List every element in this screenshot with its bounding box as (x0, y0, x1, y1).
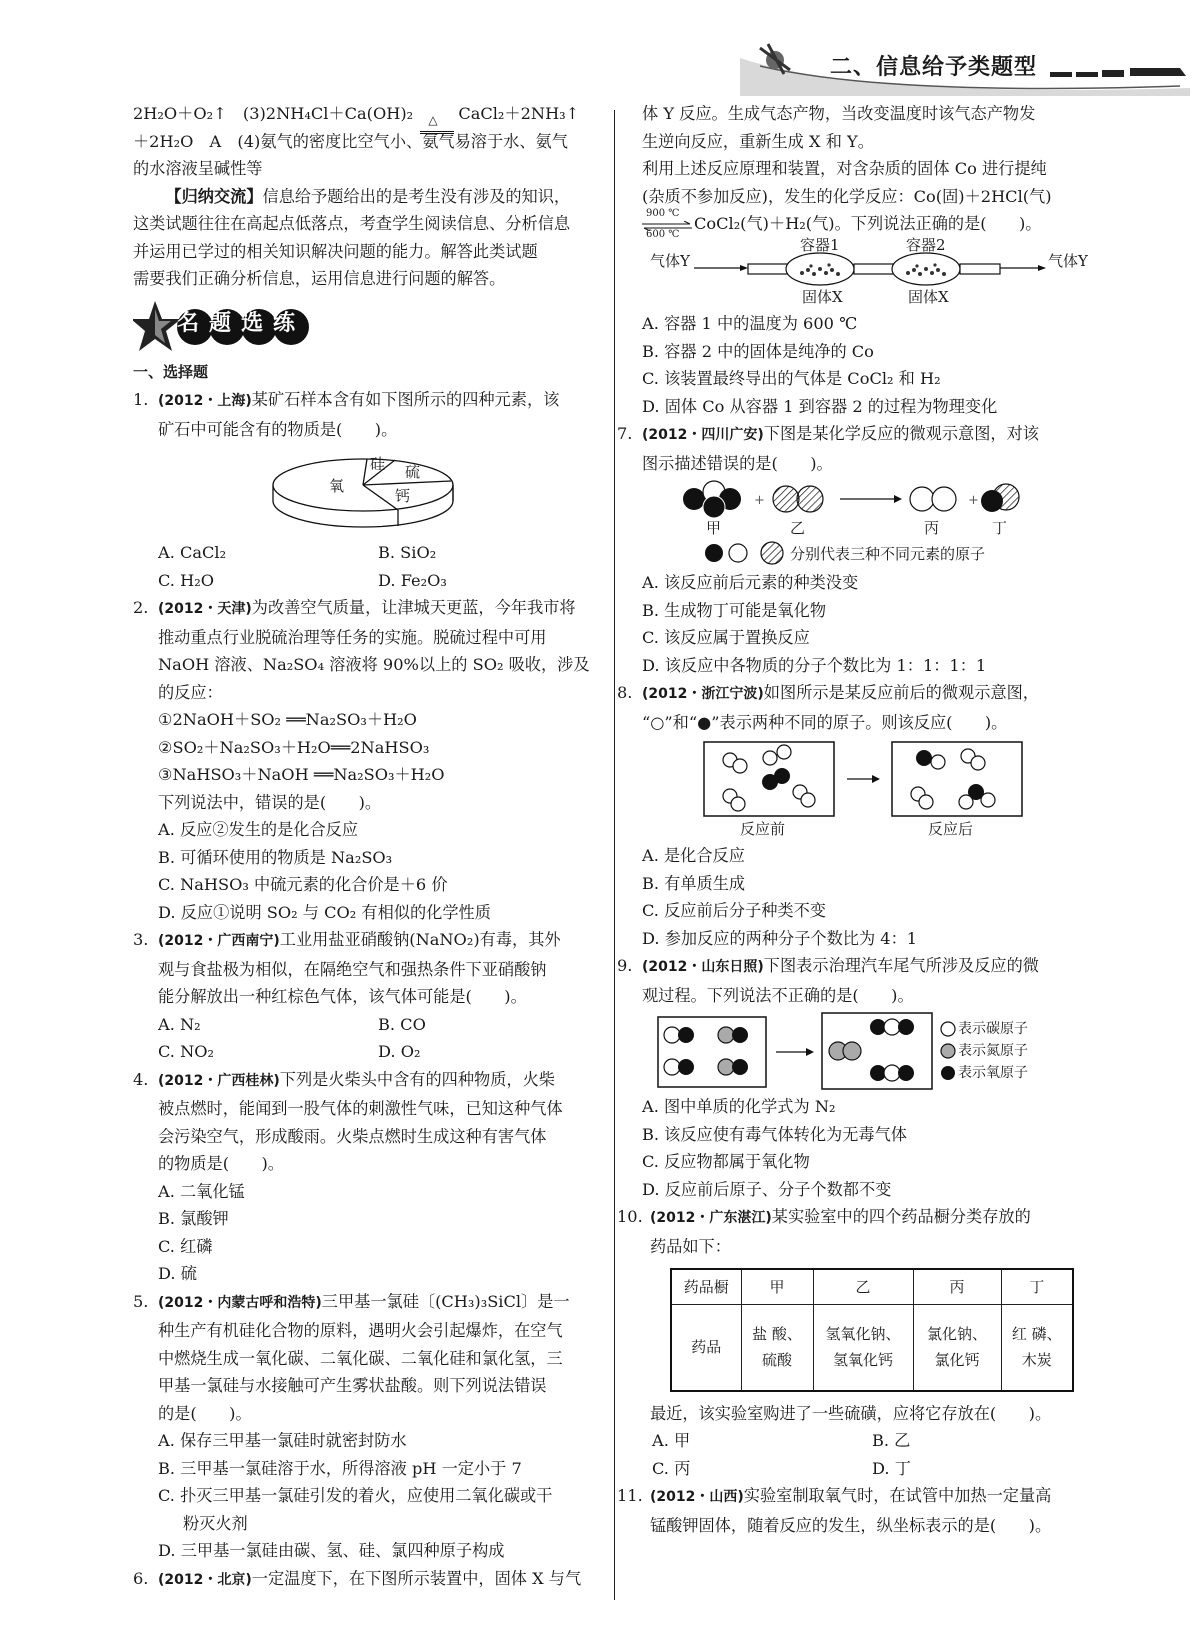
option-b: B. 氯酸钾 (158, 1209, 229, 1228)
q9-figure (642, 1009, 1112, 1093)
summary-first: 【归纳交流】信息给予题给出的是考生没有涉及的知识， (165, 186, 571, 206)
table-cell: 盐 酸、 硫酸 (741, 1305, 813, 1391)
options-row (133, 1038, 603, 1066)
table-row-label: 药品 (671, 1305, 741, 1391)
question-line: 能分解放出一种红棕色气体，该气体可能是( )。 (158, 987, 527, 1006)
q6-apparatus-figure (642, 236, 1112, 310)
container-1-label: 容器1 (800, 236, 840, 254)
question-number: 1. (133, 390, 149, 409)
question-source: (2012・山东日照) (642, 959, 764, 975)
question-4: 4. (2012・广西桂林)下列是火柴头中含有的四种物质，火柴 (133, 1066, 603, 1096)
label-bing: 丙 (924, 519, 940, 537)
table-cell: 氢氧化钠、 氢氧化钙 (813, 1305, 913, 1391)
legend-nitrogen: 表示氮原子 (958, 1043, 1028, 1059)
gas-out-label: 气体Y (1048, 252, 1088, 270)
option-c: C. 红磷 (158, 1236, 213, 1256)
svg-text:+: + (754, 493, 765, 508)
gas-in-label: 气体Y (650, 252, 690, 270)
option-d: D. 硫 (158, 1264, 197, 1283)
table-header-cell: 乙 (813, 1269, 913, 1305)
option-b: B. CO (378, 1014, 426, 1034)
option-d: D. 反应前后原子、分子个数都不变 (642, 1179, 892, 1199)
reaction-1: ①2NaOH＋SO₂ ══Na₂SO₃＋H₂O (158, 710, 417, 729)
label-yi: 乙 (790, 519, 806, 537)
question-line: 下列说法中，错误的是( )。 (158, 792, 382, 812)
question-number: 8. (617, 683, 633, 702)
svg-text:+: + (968, 493, 979, 508)
option-b: B. SiO₂ (378, 543, 437, 562)
option-a: A. 容器 1 中的温度为 600 ℃ (642, 314, 858, 333)
pie-label-sulfur: 硫 (405, 463, 421, 481)
q7-legend: 分别代表三种不同元素的原子 (790, 545, 986, 563)
option-d: D. 反应①说明 SO₂ 与 CO₂ 有相似的化学性质 (158, 902, 491, 922)
reaction-3: ③NaHSO₃＋NaOH ══Na₂SO₃＋H₂O (158, 765, 445, 784)
reaction-2: ②SO₂＋Na₂SO₃＋H₂O══2NaHSO₃ (158, 737, 430, 757)
question-line: 的物质是( )。 (158, 1154, 284, 1173)
section-banner (133, 297, 603, 357)
question-11: 11. (2012・山西)实验室制取氧气时，在试管中加热一定量高 锰酸钾固体，随着反应的发生，纵坐标表示的是( )。 (617, 1482, 1112, 1539)
question-line: NaOH 溶液、Na₂SO₄ 溶液将 90%以上的 SO₂ 吸收，涉及 (158, 655, 590, 674)
table-header-cell: 丁 (1001, 1269, 1073, 1305)
option-c: C. 反应前后分子种类不变 (642, 901, 826, 920)
question-line: 的是( )。 (158, 1403, 252, 1423)
option-b: B. 三甲基一氯硅溶于水，所得溶液 pH 一定小于 7 (158, 1458, 522, 1478)
summary-line: 并运用已学过的相关知识解决问题的能力。解答此类试题 (133, 241, 538, 261)
right-column (617, 100, 1112, 1539)
option-d: D. 该反应中各物质的分子个数比为 1：1：1：1 (642, 655, 987, 675)
table-cell: 氯化钠、 氯化钙 (913, 1305, 1001, 1391)
carry-line-3: 的水溶液呈碱性等 (133, 159, 263, 178)
question-source: (2012・山西) (650, 1489, 744, 1505)
option-c: C. 反应物都属于氧化物 (642, 1152, 810, 1171)
q10-tail: 最近，该实验室购进了一些硫磺，应将它存放在( )。 (650, 1403, 1052, 1423)
question-number: 10. (617, 1207, 643, 1226)
option-a: A. 是化合反应 (642, 846, 745, 865)
q7-molecule-figure (642, 477, 1112, 569)
summary-tag: 【归纳交流】 (165, 186, 263, 206)
carry-line-1: 2H₂O＋O₂↑ (3)2NH₄Cl＋Ca(OH)₂ △ CaCl₂＋2NH₃↑ (133, 100, 603, 128)
option-b: B. 该反应使有毒气体转化为无毒气体 (642, 1124, 907, 1144)
q8-figure (642, 736, 1112, 842)
question-number: 11. (617, 1486, 643, 1505)
banner-text: 名题选练 (177, 310, 306, 336)
question-6: 6. (2012・北京)一定温度下，在下图所示装置中，固体 X 与气 (133, 1565, 603, 1595)
question-number: 6. (133, 1568, 149, 1588)
label-ding: 丁 (992, 519, 1008, 537)
option-d: D. 三甲基一氯硅由碳、氢、硅、氯四种原子构成 (158, 1541, 505, 1560)
left-column (133, 100, 603, 1594)
table-header-cell: 甲 (741, 1269, 813, 1305)
option-c: C. 丙 (652, 1458, 691, 1478)
option-c: C. H₂O (158, 570, 214, 590)
option-d: D. Fe₂O₃ (378, 570, 447, 590)
option-a: A. 二氧化锰 (158, 1181, 245, 1201)
question-10: 10. (2012・广东湛江)某实验室中的四个药品橱分类存放的 药品如下： (617, 1203, 1112, 1260)
question-source: (2012・北京) (158, 1571, 252, 1588)
table-header-cell: 丙 (913, 1269, 1001, 1305)
summary-line: 需要我们正确分析信息，运用信息进行问题的解答。 (133, 269, 506, 288)
option-b: B. 生成物丁可能是氧化物 (642, 600, 827, 620)
solid-1-label: 固体X (802, 288, 843, 306)
option-b: B. 可循环使用的物质是 Na₂SO₃ (158, 847, 393, 867)
option-b: B. 乙 (872, 1431, 911, 1450)
question-number: 2. (133, 598, 149, 617)
q6-line: 生逆向反应，重新生成 X 和 Y。 (642, 131, 874, 151)
table-header-cell: 药品橱 (671, 1269, 741, 1305)
legend-oxygen: 表示氧原子 (958, 1065, 1028, 1081)
question-line: 种生产有机硅化合物的原料，遇明火会引起爆炸，在空气 (158, 1321, 563, 1340)
question-9: 9. (2012・山东日照)下图表示治理汽车尾气所涉及反应的微 观过程。下列说法不正确的是( )。 (617, 952, 1112, 1009)
option-a: A. CaCl₂ (158, 543, 227, 562)
column-divider (614, 110, 615, 1600)
question-line: 观与食盐极为相似，在隔绝空气和强热条件下亚硝酸钠 (158, 959, 547, 979)
question-source: (2012・四川广安) (642, 427, 764, 443)
option-c: C. 该反应属于置换反应 (642, 628, 810, 647)
header-title: 二、信息给予类题型 (830, 55, 1038, 80)
option-c: C. 该装置最终导出的气体是 CoCl₂ 和 H₂ (642, 369, 941, 388)
question-line: 的反应： (158, 682, 223, 702)
before-after-diagram (642, 736, 1112, 842)
q6-line: (杂质不参加反应)，发生的化学反应：Co(固)＋2HCl(气) (642, 186, 1052, 206)
question-source: (2012・广西南宁) (158, 933, 280, 949)
option-b: B. 有单质生成 (642, 873, 746, 893)
question-2: 2. (2012・天津)为改善空气质量，让津城天更蓝，今年我市将 (133, 594, 603, 624)
section-heading: 一、选择题 (133, 362, 209, 381)
option-d: D. 固体 Co 从容器 1 到容器 2 的过程为物理变化 (642, 396, 998, 416)
question-source: (2012・浙江宁波) (642, 686, 764, 702)
question-line: 被点燃时，能闻到一股气体的刺激性气味，已知这种气体 (158, 1099, 563, 1118)
option-c: C. NaHSO₃ 中硫元素的化合价是＋6 价 (158, 875, 448, 894)
question-number: 3. (133, 930, 149, 949)
option-d: D. O₂ (378, 1042, 421, 1061)
question-line: 推动重点行业脱硫治理等任务的实施。脱硫过程中可用 (158, 627, 547, 647)
after-label: 反应后 (928, 820, 974, 838)
summary-line: 这类试题往往在高起点低落点，考查学生阅读信息、分析信息 (133, 214, 571, 233)
options-row (133, 1011, 603, 1039)
table-header-row (671, 1269, 1073, 1305)
option-a: A. 保存三甲基一氯硅时就密封防水 (158, 1431, 407, 1450)
pie-label-silicon: 硅 (370, 455, 386, 473)
question-number: 4. (133, 1069, 149, 1089)
option-a: A. 甲 (652, 1431, 691, 1450)
options-row (133, 539, 603, 567)
question-source: (2012・内蒙古呼和浩特) (158, 1294, 322, 1311)
question-1: 1. (2012・上海)某矿石样本含有如下图所示的四种元素，该 矿石中可能含有的物质是( )。 (133, 386, 603, 443)
pie-chart (133, 443, 603, 531)
question-line: 会污染空气，形成酸雨。火柴点燃时生成这种有害气体 (158, 1126, 547, 1146)
before-label: 反应前 (740, 820, 786, 838)
question-8: 8. (2012・浙江宁波)如图所示是某反应前后的微观示意图， “○”和“●”表示两种不同的原子。则该反应( )。 (617, 679, 1112, 736)
question-source: (2012・天津) (158, 601, 252, 617)
options-row (133, 567, 603, 595)
carry-line-2: ＋2H₂O A (4)氨气的密度比空气小、氨气易溶于水、氨气 (133, 131, 568, 151)
question-source: (2012・广东湛江) (650, 1210, 772, 1226)
question-line: 中燃烧生成一氧化碳、二氧化碳、二氧化硅和氯化氢，三 (158, 1348, 563, 1368)
question-source: (2012・上海) (158, 393, 252, 409)
pie-label-oxygen: 氧 (329, 477, 345, 495)
q6-equation: 900 ℃ 600 ℃ CoCl₂(气)＋H₂(气)。下列说法正确的是( )。 (642, 210, 1112, 240)
question-number: 9. (617, 956, 633, 975)
exhaust-reaction-diagram (642, 1009, 1112, 1093)
option-a: A. 图中单质的化学式为 N₂ (642, 1097, 836, 1116)
pie-label-calcium: 钙 (395, 487, 411, 505)
solid-2-label: 固体X (908, 288, 949, 306)
option-d: D. 参加反应的两种分子个数比为 4：1 (642, 928, 918, 948)
option-c: C. 扑灭三甲基一氯硅引发的着火，应使用二氧化碳或干 (158, 1486, 553, 1505)
option-d: D. 丁 (872, 1458, 911, 1478)
question-source: (2012・广西桂林) (158, 1072, 280, 1089)
q6-line: 利用上述反应原理和装置，对含杂质的固体 Co 进行提纯 (642, 159, 1047, 178)
apparatus-diagram (642, 240, 1112, 310)
options-row (642, 1455, 1112, 1483)
table-cell: 红 磷、 木炭 (1001, 1305, 1073, 1391)
medicine-cabinet-table (670, 1268, 1074, 1392)
question-line: 甲基一氯硅与水接触可产生雾状盐酸。则下列说法错误 (158, 1376, 547, 1395)
table-row (671, 1305, 1073, 1391)
question-7: 7. (2012・四川广安)下图是某化学反应的微观示意图，对该 图示描述错误的是( )。 (617, 420, 1112, 477)
option-c-cont: 粉灭火剂 (183, 1513, 248, 1533)
container-2-label: 容器2 (906, 236, 946, 254)
question-5: 5. (2012・内蒙古呼和浩特)三甲基一氯硅〔(CH₃)₃SiCl〕是一 (133, 1288, 603, 1318)
option-a: A. 反应②发生的是化合反应 (158, 820, 359, 839)
option-c: C. NO₂ (158, 1042, 215, 1061)
heat-symbol: △ (428, 113, 438, 127)
question-number: 5. (133, 1291, 149, 1311)
label-jia: 甲 (706, 519, 722, 537)
option-a: A. N₂ (158, 1014, 201, 1034)
reversible-arrow: 900 ℃ 600 ℃ (642, 210, 692, 240)
option-a: A. 该反应前后元素的种类没变 (642, 573, 859, 592)
legend-carbon: 表示碳原子 (958, 1021, 1028, 1037)
question-3: 3. (2012・广西南宁)工业用盐亚硝酸钠(NaNO₂)有毒，其外 (133, 926, 603, 956)
pie-chart-figure (133, 443, 603, 531)
question-number: 7. (617, 424, 633, 443)
options-row (642, 1427, 1112, 1455)
option-b: B. 容器 2 中的固体是纯净的 Co (642, 341, 874, 361)
q6-line: 体 Y 反应。生成气态产物，当改变温度时该气态产物发 (642, 104, 1036, 123)
